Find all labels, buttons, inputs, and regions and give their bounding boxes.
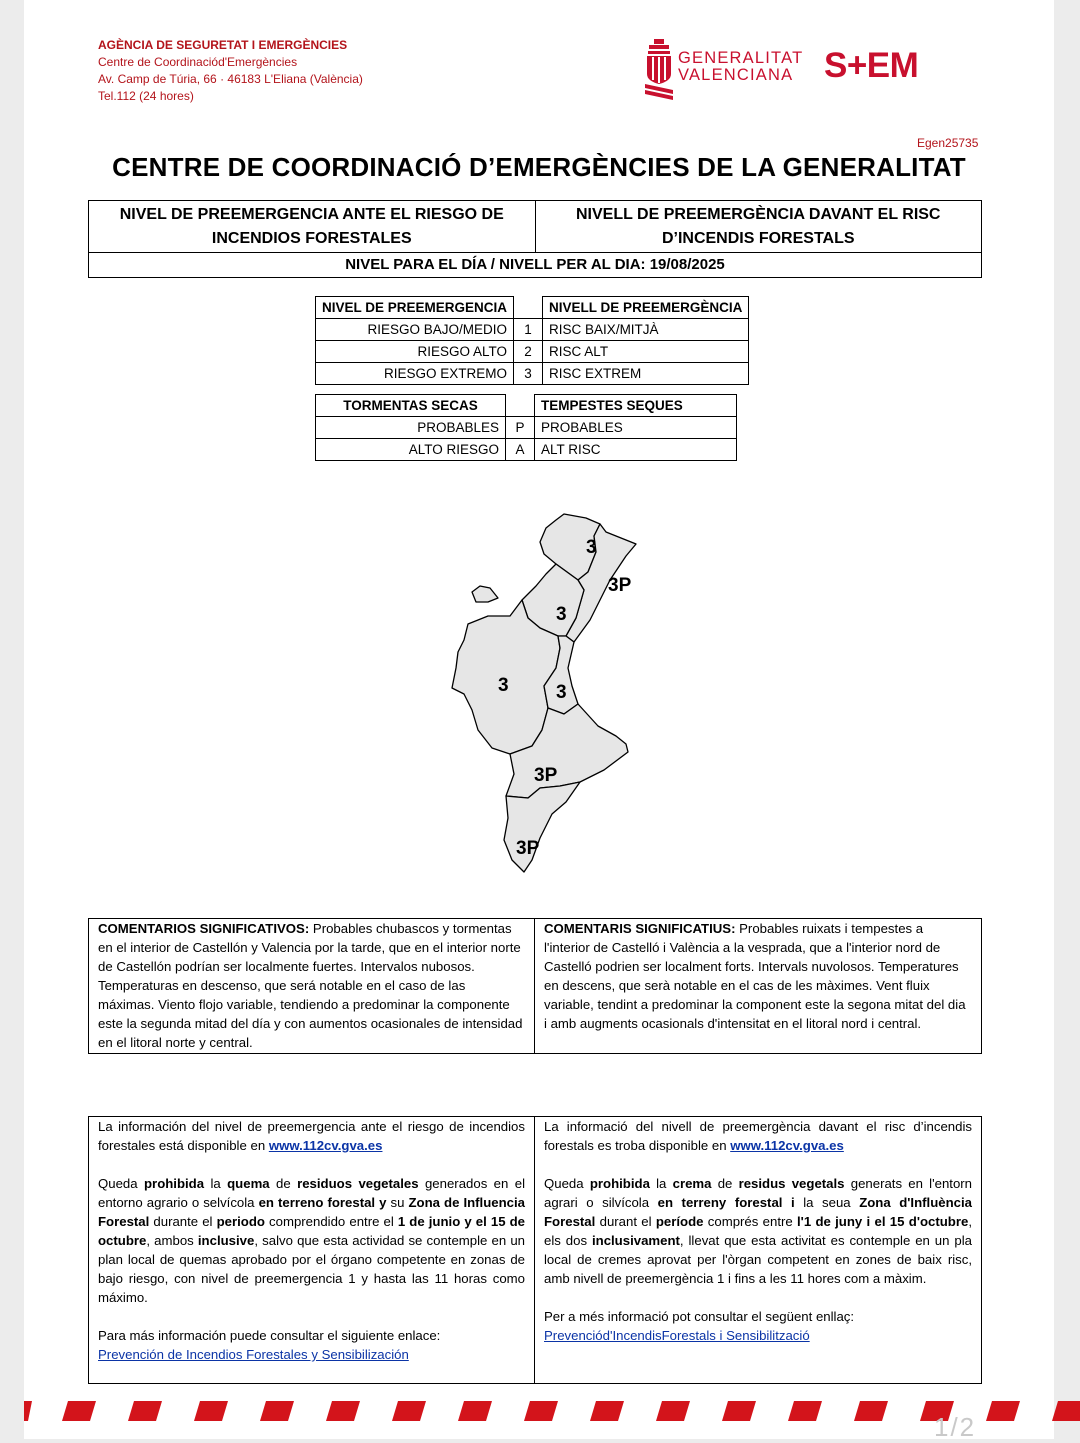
legend-code: 1 bbox=[514, 319, 543, 341]
comments-va-label: COMENTARIS SIGNIFICATIUS: bbox=[544, 921, 736, 936]
agency-line-1: Centre de Coordinaciód'Emergències bbox=[98, 55, 298, 69]
stripe-bar bbox=[524, 1401, 558, 1421]
info-box bbox=[88, 1116, 982, 1384]
bold-text-run: prohibida bbox=[589, 1176, 650, 1191]
text-run: , llevat que esta activitat es contemple en un pla local de cremes aprovat per l'òrgan competent en zones de baix risc, amb nivell de preemergència 1 i fins a les 11 hores com a màxim. bbox=[544, 1233, 972, 1286]
bold-text-run: crema bbox=[672, 1176, 712, 1191]
agency-name: AGÈNCIA DE SEGURETAT I EMERGÈNCIES bbox=[98, 38, 348, 52]
storms-legend-table bbox=[315, 394, 737, 461]
legend-va: RISC BAIX/MITJÀ bbox=[543, 319, 749, 341]
level-header-box bbox=[88, 200, 982, 278]
text-run: comprés entre bbox=[703, 1214, 798, 1229]
info-es-more-info-text: Para más información puede consultar el siguiente enlace: bbox=[98, 1328, 441, 1343]
legend-code: 3 bbox=[514, 363, 543, 385]
stripe-bar bbox=[194, 1401, 228, 1421]
map-zone-label: 3 bbox=[556, 682, 567, 703]
stripe-bar bbox=[722, 1401, 756, 1421]
info-va-availability bbox=[544, 1117, 972, 1155]
table-row bbox=[316, 341, 749, 363]
stripe-bar bbox=[326, 1401, 360, 1421]
agency-line-3: Tel.112 (24 hores) bbox=[98, 89, 194, 103]
stripe-bar bbox=[656, 1401, 690, 1421]
comments-va bbox=[535, 919, 981, 1053]
bold-text-run: Zona de Influencia Forestal bbox=[98, 1195, 525, 1229]
bold-text-run: prohibida bbox=[144, 1176, 205, 1191]
page-number: 1/2 bbox=[934, 1412, 977, 1442]
stripe-bar bbox=[62, 1401, 96, 1421]
text-run: durant el bbox=[595, 1214, 656, 1229]
info-va bbox=[535, 1117, 981, 1383]
legend-va: PROBABLES bbox=[535, 417, 737, 439]
comments-va-text: Probables ruixats i tempestes a l'interior de Castelló i València a la vesprada, que a l'interior nord de Castelló podrien ser localment forts. Intervals nuvolosos. Temperatures en descens, que serà notable en el cas de les màximes. Vent fluix variable, tendint a predominar la component este la segona mitat del dia i amb augments ocasionals d'intensitat en el litoral nord i central. bbox=[544, 921, 966, 1031]
legend-va: RISC EXTREM bbox=[543, 363, 749, 385]
legend-es: PROBABLES bbox=[316, 417, 506, 439]
info-es bbox=[89, 1117, 535, 1383]
bold-text-run: l'1 de juny i el 15 d'octubre bbox=[797, 1214, 969, 1229]
table-row bbox=[316, 297, 749, 319]
stripe-bar bbox=[788, 1401, 822, 1421]
storms-header-es: TORMENTAS SECAS bbox=[316, 395, 506, 417]
stripe-bar bbox=[590, 1401, 624, 1421]
legend-header-es: NIVEL DE PREEMERGENCIA bbox=[316, 297, 514, 319]
bold-text-run: Zona d'Influència Forestal bbox=[544, 1195, 972, 1229]
text-run: , els dos bbox=[544, 1214, 972, 1248]
storms-header-va: TEMPESTES SEQUES bbox=[535, 395, 737, 417]
text-run: generats en l'entorn agrari o silvícola bbox=[544, 1176, 973, 1210]
legend-code: P bbox=[506, 417, 535, 439]
legend-header-va: NIVELL DE PREEMERGÈNCIA bbox=[543, 297, 749, 319]
gv-line-1: GENERALITAT bbox=[678, 49, 804, 67]
sem-logo: S+EM bbox=[824, 46, 919, 85]
stripe-bar bbox=[1052, 1401, 1080, 1421]
map-zone-rincon bbox=[472, 586, 498, 602]
map-zone-label: 3P bbox=[534, 765, 558, 786]
stripe-bar bbox=[260, 1401, 294, 1421]
info-es-prohibition bbox=[98, 1174, 525, 1307]
legend-code: 2 bbox=[514, 341, 543, 363]
bold-text-run: 1 de junio y el 15 de octubre bbox=[98, 1214, 526, 1248]
bold-text-run: inclusivament bbox=[591, 1233, 680, 1248]
page-title: CENTRE DE COORDINACIÓ D’EMERGÈNCIES DE LA GENERALITAT bbox=[112, 152, 966, 182]
table-row bbox=[316, 439, 737, 461]
header-va: NIVELL DE PREEMERGÈNCIA DAVANT EL RISC D’INCENDIS FORESTALS bbox=[576, 205, 941, 247]
document-page bbox=[24, 0, 1054, 1439]
comments-box bbox=[88, 918, 982, 1054]
comments-es-text: Probables chubascos y tormentas en el interior de Castellón y Valencia por la tarde, que en el interior norte de Castellón podrían ser localmente fuertes. Intervalos nubosos. Temperaturas en descenso, que será notable en el caso de las máximas. Viento flojo variable, tendiendo a predominar la componente este la segunda mitad del día y con aumentos ocasionales de intensidad en el litoral norte y central. bbox=[98, 921, 523, 1050]
text-run: generados en el entorno agrario o selvícola bbox=[98, 1176, 526, 1210]
bold-text-run: y bbox=[379, 1195, 387, 1210]
bold-text-run: residus vegetals bbox=[738, 1176, 845, 1191]
comments-es-label: COMENTARIOS SIGNIFICATIVOS: bbox=[98, 921, 310, 936]
text-run: la bbox=[204, 1176, 228, 1191]
prevention-link[interactable]: Prevenciód'IncendisForestals i Sensibilització bbox=[544, 1328, 810, 1343]
text-run: la bbox=[649, 1176, 673, 1191]
map-zone-label: 3 bbox=[556, 604, 567, 625]
info-va-availability-text: La informació del nivell de preemergència davant el risc d’incendis forestals es troba disponible en bbox=[544, 1119, 972, 1153]
generalitat-crest-icon bbox=[644, 38, 674, 100]
bold-text-run: període bbox=[655, 1214, 704, 1229]
bold-text-run: en terreny forestal i bbox=[657, 1195, 795, 1210]
text-run: de bbox=[711, 1176, 739, 1191]
document-code: Egen25735 bbox=[917, 136, 979, 150]
text-run: durante el bbox=[149, 1214, 217, 1229]
stripe-bar bbox=[458, 1401, 492, 1421]
text-run: Queda bbox=[98, 1176, 144, 1191]
map-zone-label: 3 bbox=[586, 537, 597, 558]
legend-es: RIESGO ALTO bbox=[316, 341, 514, 363]
legend-va: RISC ALT bbox=[543, 341, 749, 363]
website-link[interactable]: www.112cv.gva.es bbox=[268, 1138, 383, 1153]
info-va-more-info bbox=[544, 1307, 972, 1345]
bold-text-run: residuos vegetales bbox=[297, 1176, 419, 1191]
website-link[interactable]: www.112cv.gva.es bbox=[730, 1138, 844, 1153]
stripe-bar bbox=[392, 1401, 426, 1421]
levels-legend-table bbox=[315, 296, 749, 385]
legend-code: A bbox=[506, 439, 535, 461]
table-row bbox=[316, 363, 749, 385]
info-va-prohibition bbox=[544, 1174, 972, 1288]
bold-text-run: periodo bbox=[216, 1214, 265, 1229]
legend-es: RIESGO EXTREMO bbox=[316, 363, 514, 385]
table-row bbox=[316, 395, 737, 417]
legend-es: RIESGO BAJO/MEDIO bbox=[316, 319, 514, 341]
stripe-bar bbox=[24, 1401, 32, 1421]
agency-line-2: Av. Camp de Túria, 66 · 46183 L'Eliana (València) bbox=[98, 72, 363, 86]
table-row bbox=[316, 417, 737, 439]
map-zone-label: 3P bbox=[516, 838, 540, 859]
text-run: , salvo que esta actividad se contemple en un plan local de quemas aprobado por el órgano competente en zonas de bajo riesgo, con nivel de preemergencia 1 y hasta las 11 horas como máximo. bbox=[98, 1233, 525, 1305]
agency-address-block bbox=[98, 37, 363, 105]
info-es-more-info bbox=[98, 1326, 525, 1364]
stripe-bar bbox=[854, 1401, 888, 1421]
table-row bbox=[316, 319, 749, 341]
bold-text-run: en terreno forestal bbox=[258, 1195, 376, 1210]
gv-line-2: VALENCIANA bbox=[678, 66, 794, 84]
logos bbox=[644, 38, 934, 102]
header-date-line: NIVEL PARA EL DÍA / NIVELL PER AL DIA: 19/08/2025 bbox=[345, 256, 725, 273]
map-zone-label: 3P bbox=[608, 575, 632, 596]
map-zone-label: 3 bbox=[498, 675, 509, 696]
generalitat-wordmark bbox=[678, 50, 803, 84]
legend-va: ALT RISC bbox=[535, 439, 737, 461]
text-run: Queda bbox=[544, 1176, 590, 1191]
text-run: la seua bbox=[794, 1195, 860, 1210]
text-run: comprendido entre el bbox=[264, 1214, 398, 1229]
legend-es: ALTO RIESGO bbox=[316, 439, 506, 461]
info-es-availability bbox=[98, 1117, 525, 1155]
decorative-stripe bbox=[24, 1399, 1054, 1423]
text-run: , ambos bbox=[146, 1233, 198, 1248]
info-es-availability-text: La información del nivel de preemergencia ante el riesgo de incendios forestales está disponible en bbox=[98, 1119, 525, 1153]
region-map bbox=[428, 508, 632, 876]
info-va-more-info-text: Per a més informació pot consultar el següent enllaç: bbox=[544, 1309, 855, 1324]
comments-es bbox=[89, 919, 535, 1053]
bold-text-run: quema bbox=[227, 1176, 270, 1191]
stripe-bar bbox=[128, 1401, 162, 1421]
header-es: NIVEL DE PREEMERGENCIA ANTE EL RIESGO DE INCENDIOS FORESTALES bbox=[89, 201, 536, 252]
text-run: su bbox=[386, 1195, 409, 1210]
text-run: de bbox=[269, 1176, 298, 1191]
stripe-bar bbox=[986, 1401, 1020, 1421]
bold-text-run: inclusive bbox=[197, 1233, 255, 1248]
prevention-link[interactable]: Prevención de Incendios Forestales y Sensibilización bbox=[98, 1347, 409, 1362]
